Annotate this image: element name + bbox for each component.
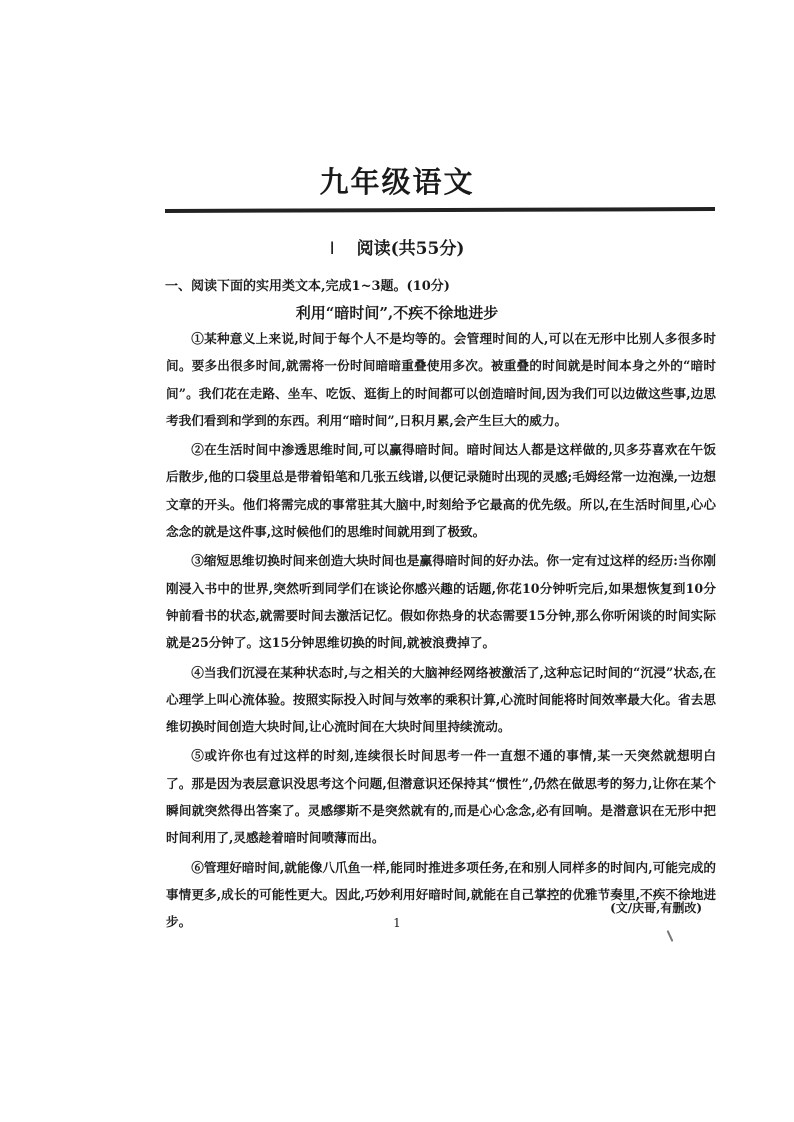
article-source: (文/庆哥,有删改) xyxy=(610,901,702,915)
article-paragraph-3: ③缩短思维切换时间来创造大块时间也是赢得暗时间的好办法。你一定有过这样的经历:当你刚刚浸入书中的世界,突然听到同学们在谈论你感兴趣的话题,你花10分钟听完后,如果想恢复到10分钟前看书的状态,就需要时间去激活记忆。假如你热身的状态需要15分钟,那么你听闲谈的时间实际就是25分钟了。这15分钟思维切换的时间,就被浪费掉了。 xyxy=(166,553,716,651)
article-paragraph-1: ①某种意义上来说,时间于每个人不是均等的。会管理时间的人,可以在无形中比别人多很多时间。要多出很多时间,就需将一份时间暗暗重叠使用多次。被重叠的时间就是时间本身之外的“暗时间”。我们花在走路、坐车、吃饭、逛街上的时间都可以创造暗时间,因为我们可以边做这些事,边思考我们看到和学到的东西。利用“暗时间”,日积月累,会产生巨大的威力。 xyxy=(166,331,716,428)
article-paragraph-5: ⑤或许你也有过这样的时刻,连续很长时间思考一件一直想不通的事情,某一天突然就想明白了。那是因为表层意识没思考这个问题,但潜意识还保持其“惯性”,仍然在做思考的努力,让你在某个瞬间就突然得出答案了。灵感缪斯不是突然就有的,而是心心念念,必有回响。是潜意识在无形中把时间利用了,灵感趁着暗时间喷薄而出。 xyxy=(166,748,716,846)
article-title: 利用“暗时间”,不疾不徐地进步 xyxy=(295,304,499,322)
article-paragraph-4: ④当我们沉浸在某种状态时,与之相关的大脑神经网络被激活了,这种忘记时间的“沉浸”状态,在心理学上叫心流体验。按照实际投入时间与效率的乘积计算,心流时间能将时间效率最大化。省去思维切换时间创造大块时间,让心流时间在大块时间里持续流动。 xyxy=(166,664,716,735)
question-instruction: 一、阅读下面的实用类文本,完成1~3题。(10分) xyxy=(165,279,450,294)
article-paragraph-6: ⑥管理好暗时间,就能像八爪鱼一样,能同时推进多项任务,在和别人同样多的时间内,可能完成的事情更多,成长的可能性更大。因此,巧妙利用好暗时间,就能在自己掌控的优雅节奏里,不疾不徐地进步。 xyxy=(166,859,716,930)
title-divider xyxy=(165,207,715,213)
article-body xyxy=(166,325,716,938)
page-number: 1 xyxy=(393,916,401,930)
article-paragraph-2: ②在生活时间中渗透思维时间,可以赢得暗时间。暗时间达人都是这样做的,贝多芬喜欢在午饭后散步,他的口袋里总是带着铅笔和几张五线谱,以便记录随时出现的灵感;毛姆经常一边泡澡,一边想文章的开头。他们将需完成的事常驻其大脑中,时刻给予它最高的优先级。所以,在生活时间里,心心念念的就是这件事,这时候他们的思维时间就用到了极致。 xyxy=(166,442,716,540)
section-label: 阅读(共55分) xyxy=(356,239,465,259)
section-numeral: Ⅰ xyxy=(329,239,335,258)
section-heading xyxy=(0,234,794,259)
page-title: 九年级语文 xyxy=(319,165,475,199)
